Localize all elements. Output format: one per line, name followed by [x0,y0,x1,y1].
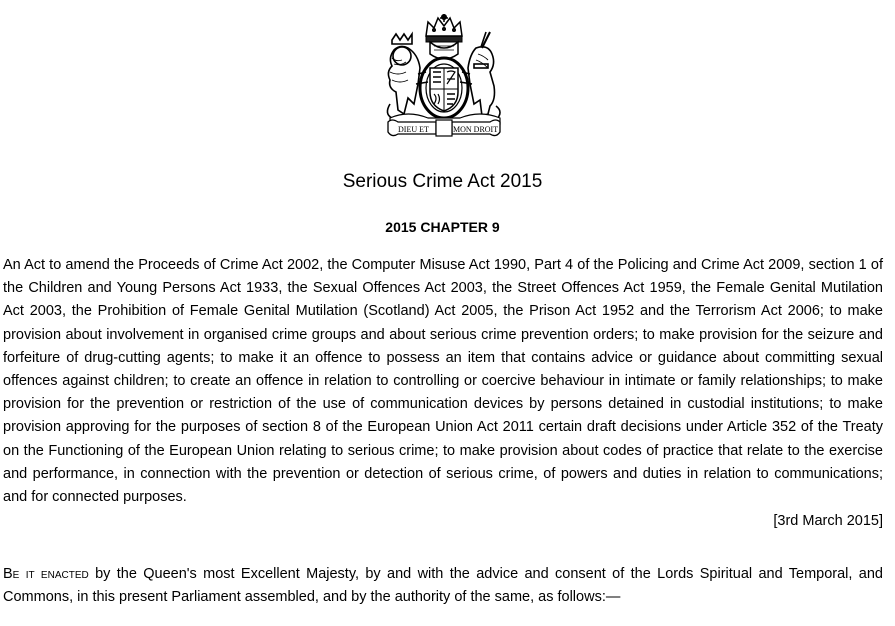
enacting-formula [3,563,883,609]
enacting-text: by the Queen's most Excellent Majesty, by and with the advice and consent of the Lords Spiritual and Temporal, and Commons, in this present Parliament assembled, and by the authority of the same, as follows:— [3,566,883,606]
act-title: Serious Crime Act 2015 [342,171,543,192]
motto-left-text: DIEU ET [398,125,429,134]
motto-right-text: MON DROIT [453,125,499,134]
royal-assent-date: [3rd March 2015] [773,513,883,529]
long-title: An Act to amend the Proceeds of Crime Act 2002, the Computer Misuse Act 1990, Part 4 of the Policing and Crime Act 2009, section 1 of the Children and Young Persons Act 1933, the Sexual Offences Act 2003, the Street Offences Act 1959, the Female Genital Mutilation Act 2003, the Prohibition of Female Genital Mutilation (Scotland) Act 2005, the Prison Act 1952 and the Terrorism Act 2006; to make provision about involvement in organised crime groups and about serious crime prevention orders; to make provision for the seizure and forfeiture of drug-cutting agents; to make it an offence to possess an item that contains advice or guidance about committing sexual offences against children; to create an offence in relation to controlling or coercive behaviour in intimate or family relationships; to make provision for the prevention or restriction of the use of communication devices by persons detained in custodial institutions; to make provision approving for the purposes of section 8 of the European Union Act 2011 certain draft decisions under Article 352 of the Treaty on the Functioning of the European Union relating to serious crime; to make provision about codes of practice that relate to the exercise and performance, in connection with the prevention or detection of serious crime, of powers and duties in relation to communications; and for connected purposes. [3,257,883,506]
enacting-lead: Be it enacted [3,566,89,582]
royal-coat-of-arms-icon [378,14,510,138]
royal-coat-of-arms [378,14,510,138]
chapter-number: 2015 CHAPTER 9 [385,219,500,235]
